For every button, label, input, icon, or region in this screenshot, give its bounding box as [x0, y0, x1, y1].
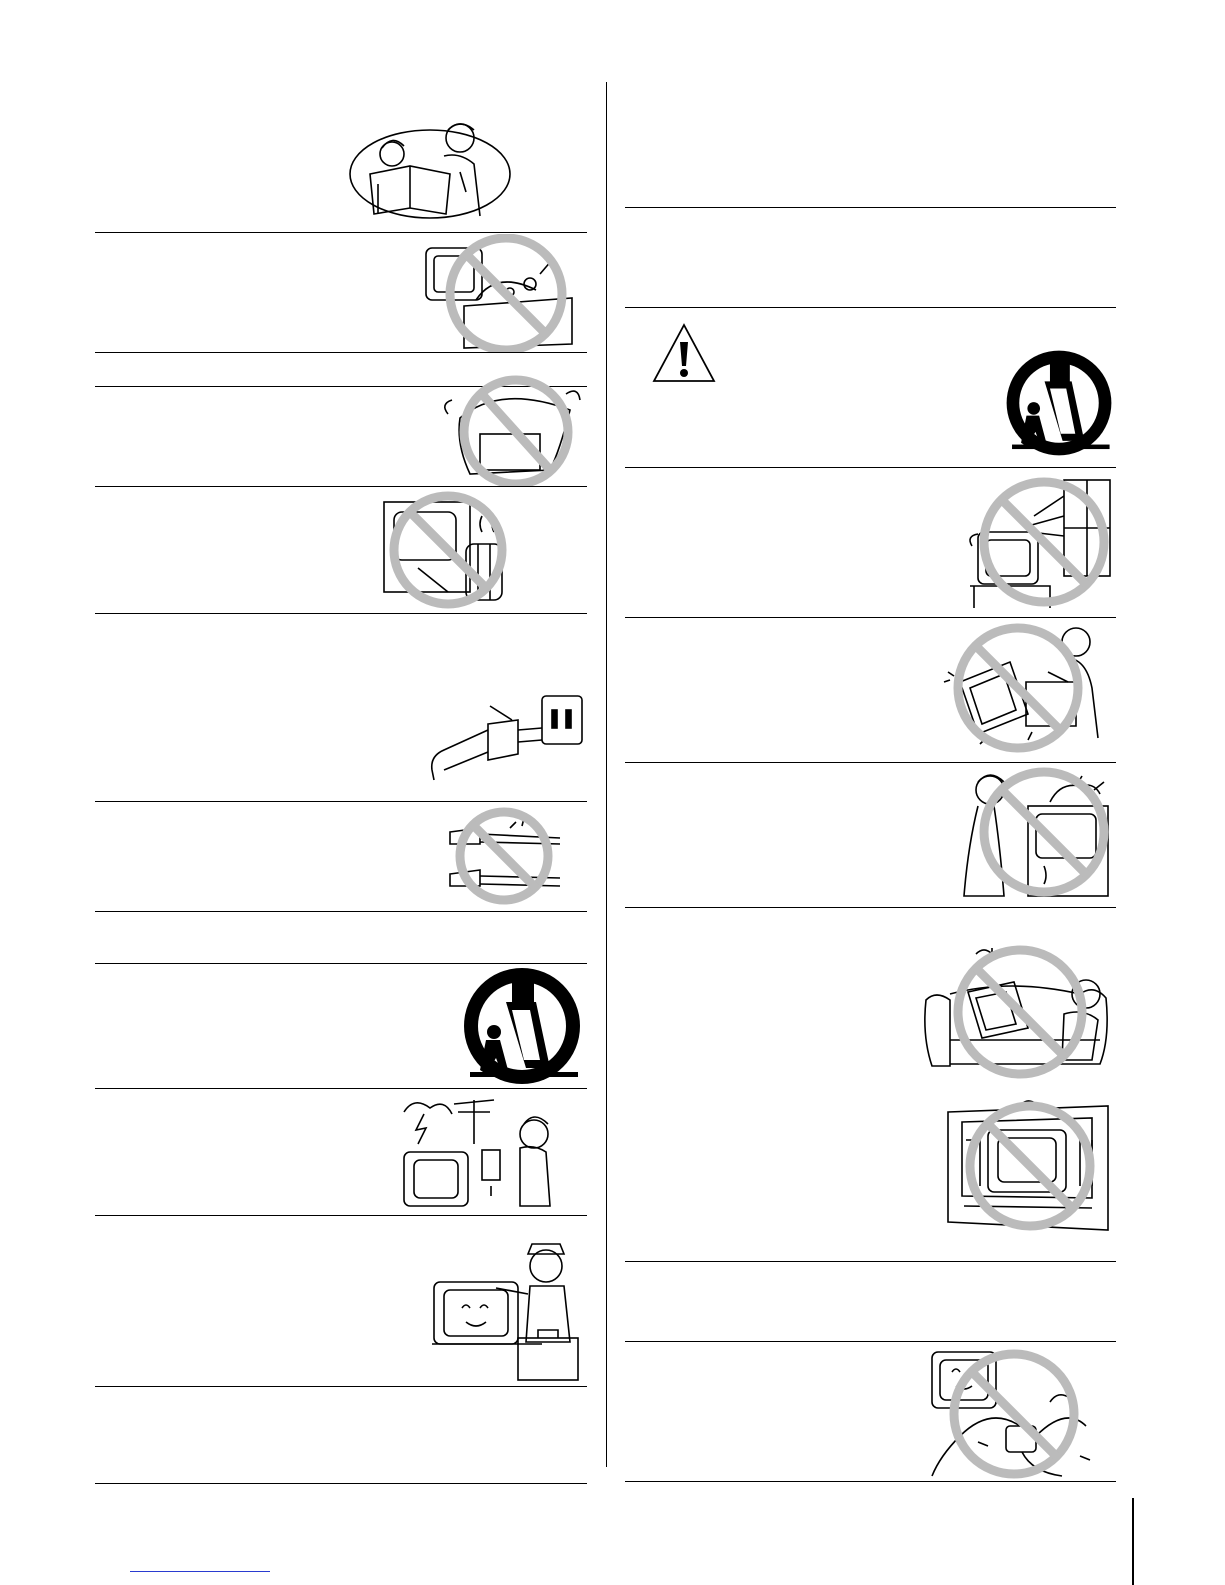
- vase-on-tv-icon: [960, 766, 1116, 900]
- lightning-unplug-illustration: [384, 1094, 564, 1214]
- right-section-rule: [625, 1481, 1116, 1482]
- people-reading-icon: [348, 112, 516, 224]
- left-section-rule: [95, 1483, 587, 1484]
- right-section-rule: [625, 307, 1116, 308]
- no-overloaded-outlet-illustration: [930, 1346, 1098, 1480]
- tv-in-cabinet-icon: [944, 1100, 1110, 1236]
- cart-warning-icon: [460, 966, 584, 1086]
- tv-covered-icon: [430, 374, 590, 486]
- cart-tip-over-illustration: [460, 966, 584, 1086]
- warning-triangle: [651, 322, 717, 384]
- no-blocking-vents-illustration: [430, 374, 590, 486]
- technician-icon: [432, 1238, 596, 1384]
- column-divider: [606, 82, 607, 1467]
- damaged-cord-icon: [440, 806, 564, 906]
- polarized-plug-illustration: [428, 690, 588, 790]
- left-section-rule: [95, 486, 587, 487]
- no-enclosed-cabinet-illustration: [944, 1100, 1110, 1236]
- right-section-rule: [625, 207, 1116, 208]
- tv-on-sofa-icon: [920, 944, 1116, 1080]
- service-technician-illustration: [432, 1238, 596, 1384]
- left-section-rule: [95, 232, 587, 233]
- no-water-illustration: [420, 234, 576, 352]
- right-section-rule: [625, 1261, 1116, 1262]
- lightning-unplug-icon: [384, 1094, 564, 1214]
- no-dropping-illustration: [940, 622, 1108, 756]
- no-soft-surface-illustration: [920, 944, 1116, 1080]
- right-section-rule: [625, 617, 1116, 618]
- cart-warning-icon: [1003, 342, 1115, 464]
- no-heat-source-illustration: [378, 488, 530, 612]
- right-section-rule: [625, 762, 1116, 763]
- right-section-rule: [625, 1341, 1116, 1342]
- tv-near-sink-icon: [420, 234, 576, 352]
- right-section-rule: [625, 907, 1116, 908]
- read-instructions-illustration: [348, 112, 516, 224]
- no-liquids-on-tv-illustration: [960, 766, 1116, 900]
- footer-link-underline: [130, 1571, 270, 1572]
- left-section-rule: [95, 963, 587, 964]
- left-section-rule: [95, 911, 587, 912]
- left-section-rule: [95, 1088, 587, 1089]
- left-section-rule: [95, 1386, 587, 1387]
- left-section-rule: [95, 352, 587, 353]
- cart-tip-over-illustration-right: [1003, 342, 1115, 464]
- left-section-rule: [95, 801, 587, 802]
- page-tab-marker: [1132, 1498, 1134, 1585]
- left-section-rule: [95, 613, 587, 614]
- plug-outlet-icon: [428, 690, 588, 790]
- overloaded-outlet-icon: [930, 1346, 1098, 1480]
- tv-near-heater-icon: [378, 488, 530, 612]
- no-direct-sunlight-illustration: [964, 476, 1114, 610]
- left-section-rule: [95, 1215, 587, 1216]
- tv-sunlight-icon: [964, 476, 1114, 610]
- no-damaged-cord-illustration: [440, 806, 564, 906]
- exclamation-triangle-icon: [651, 322, 717, 384]
- tv-falling-icon: [940, 622, 1108, 756]
- right-section-rule: [625, 467, 1116, 468]
